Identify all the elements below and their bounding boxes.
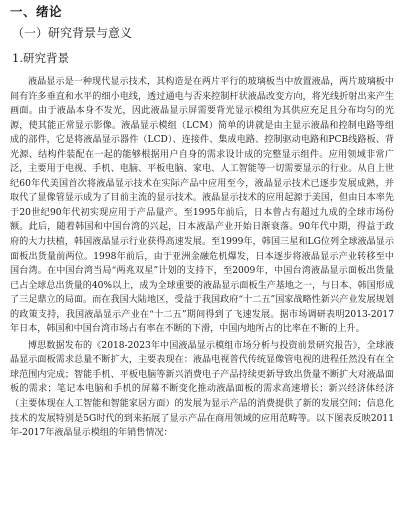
chapter-title: 一、绪论 [10,4,63,19]
body-paragraph-background: 液晶显示是一种现代显示技术，其构造是在两片平行的玻璃板当中放置液晶，两片玻璃板中间有许多垂直和水平的细小电线，透过通电与否来控制杆状液晶改变方向，将光线折射出来产生画面。由于液晶本身不发光，因此液晶显示屏需要背光显示模组为其供应充足且分布均匀的光源，使其能正常显示影像。液晶显示模组（LCM）简单的讲就是由主显示液晶和控制电路等组成的部件，它是将液晶显示器件（LCD）、连接件、集成电路、控制驱动电路和PCB线路板、背光源、结构件装配在一起的能够根据用户自身的需求设计成的完整显示组件。应用领域非常广泛，主要用于电视、手机、电脑、平板电脑、家电、人工智能等一切需要显示的行业。从自上世纪60年代美国首次将液晶显示技术在实际产品中应用至今，液晶显示技术已逐步发展成熟，并取代了显像管显示成为了目前主流的显示技术。液晶显示技术的应用起源于美国，但由日本率先于20世纪90年代初实现应用于产品量产。至1995年前后，日本曾占有超过九成的全球市场份额。此后，随着韩国和中国台湾的兴起，日本液晶产业开始日渐衰落。90年代中期，得益于政府的大力扶植，韩国液晶显示行业获得高速发展。至1999年，韩国三星和LG位列全球液晶显示面板出货量前两位。1998年前后，由于亚洲金融危机爆发，日本逐步将液晶显示产业转移至中国台湾。在中国台湾当局“两兆双星”计划的支持下，至2009年，中国台湾液晶显示面板出货量已占全球总出货量的40%以上，成为全球重要的液晶显示面板生产基地之一，与日本、韩国形成了三足鼎立的局面。而在我国大陆地区，受益于我国政府“十二五”国家战略性新兴产业发展规划的政策支持，我国液晶显示产业在“十二五”期间得到了飞速发展。据市场调研表明2013-2017年日本，韩国和中国台湾市场占有率在不断的下滑，中国内地所占的比率在不断的上升。 [10,77,394,335]
subsection-title: 1.研究背景 [12,51,69,65]
body-paragraph-market-report: 博思数据发布的《2018-2023年中国液晶显示模组市场分析与投资前景研究报告》，全球液晶显示面板需求总量不断扩大，主要表现在：液晶电视普代传统显像管电视的进程任然没有在全球范围内完成；智能手机、平板电脑等新兴消费电子产品持续更新导致出货量不断扩大对液晶面板的需求；笔记本电脑和手机的屏幕不断变化推动液晶面板的需求高速增长；新兴经济体经济（主要体现在人工智能和智能家居方面）的发展为显示产品的消费提供了新的发展空间；信息化技术的发展特别是5G时代的到来拓展了显示产品在商用领域的应用范畴等。以下图表反映2011年-2017年液晶显示模组的年销售情况： [10,340,394,439]
section-title: （一）研究背景与意义 [12,26,133,40]
